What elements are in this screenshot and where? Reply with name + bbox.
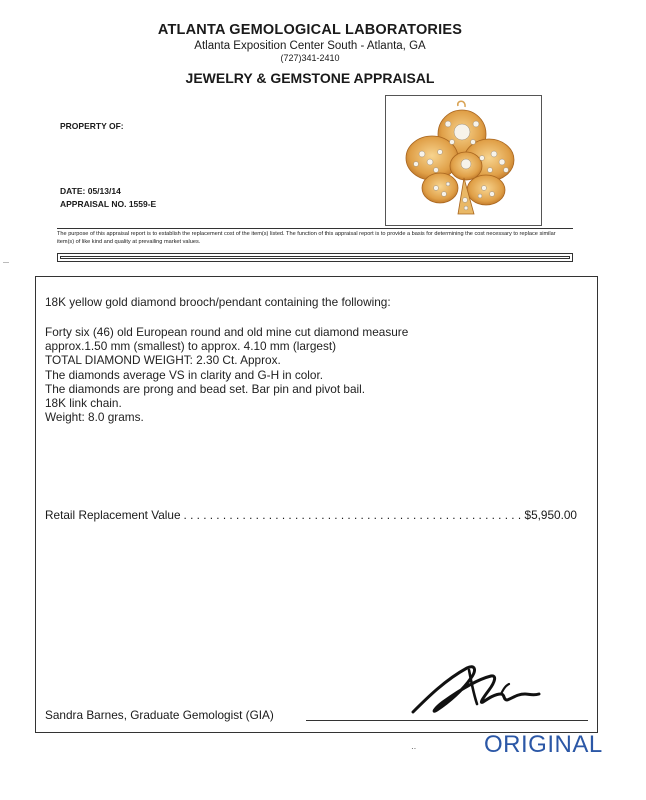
value-amount: $5,950.00 <box>524 508 577 522</box>
handwritten-signature-icon <box>405 650 555 725</box>
lab-phone: (727)341-2410 <box>280 53 340 63</box>
description-line: Weight: 8.0 grams. <box>45 410 144 425</box>
lab-name: ATLANTA GEMOLOGICAL LABORATORIES <box>157 22 463 38</box>
signature-line <box>306 720 588 721</box>
double-border-bar <box>57 253 573 262</box>
original-stamp: ORIGINAL <box>484 731 603 758</box>
scan-speck <box>3 262 9 263</box>
lab-address: Atlanta Exposition Center South - Atlanta, GA <box>194 40 426 52</box>
value-label: Retail Replacement Value <box>45 508 181 522</box>
retail-replacement-value <box>45 508 577 522</box>
stray-mark: ·· <box>411 744 417 753</box>
date-label: DATE: <box>60 186 86 196</box>
item-intro: 18K yellow gold diamond brooch/pendant containing the following: <box>45 295 391 309</box>
signer-name: Sandra Barnes, Graduate Gemologist (GIA) <box>45 708 274 722</box>
date-row <box>60 186 121 196</box>
description-line: The diamonds are prong and bead set. Bar pin and pivot bail. <box>45 381 366 396</box>
divider-rule <box>57 228 573 229</box>
description-line: 18K link chain. <box>45 396 122 411</box>
appraisal-number-row <box>60 199 156 209</box>
appraisal-number-value: 1559-E <box>128 199 157 209</box>
brooch-photo-icon <box>386 96 541 225</box>
report-title: JEWELRY & GEMSTONE APPRAISAL <box>185 70 435 86</box>
description-line: TOTAL DIAMOND WEIGHT: 2.30 Ct. Approx. <box>45 353 281 368</box>
date-value: 05/13/14 <box>87 186 121 196</box>
appraisal-number-label: APPRAISAL NO. <box>60 199 127 209</box>
leader-dots <box>184 508 522 522</box>
signature <box>405 650 555 725</box>
purpose-note: The purpose of this appraisal report is to establish the replacement cost of the item(s) listed. The function of this appraisal report is to provide a basis for determining the cost necessary to replace similar item(s) of like kind and quality at prevailing market values. <box>57 231 556 245</box>
property-of-label: PROPERTY OF: <box>60 121 124 131</box>
description-line: Forty six (46) old European round and old mine cut diamond measure <box>45 325 409 339</box>
description-line: approx.1.50 mm (smallest) to approx. 4.10 mm (largest) <box>45 339 337 354</box>
description-line: The diamonds average VS in clarity and G-H in color. <box>45 367 324 382</box>
item-description <box>45 325 585 424</box>
brooch-photo <box>385 95 542 226</box>
